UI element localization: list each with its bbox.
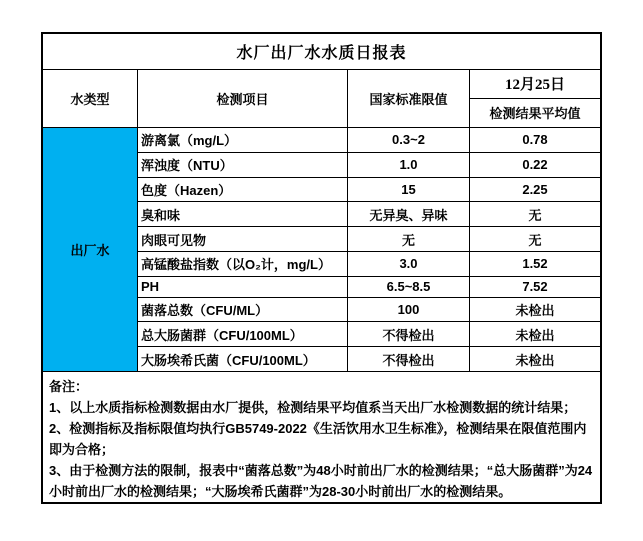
table-row: [138, 277, 600, 298]
header-date: 12月25日: [470, 70, 600, 99]
table-header-row: [43, 70, 600, 128]
footnotes: [43, 372, 600, 502]
cell-standard: 6.5~8.5: [348, 277, 470, 297]
cell-test-item: 游离氯（mg/L）: [138, 128, 348, 152]
cell-standard: 不得检出: [348, 347, 470, 371]
table-row: [138, 298, 600, 323]
cell-test-item: 总大肠菌群（CFU/100ML）: [138, 322, 348, 346]
table-row: [138, 252, 600, 277]
cell-standard: 100: [348, 298, 470, 322]
table-row: [138, 322, 600, 347]
table-row: [138, 128, 600, 153]
cell-result: 未检出: [515, 352, 555, 368]
header-date-result-group: [470, 70, 600, 127]
cell-test-item: 菌落总数（CFU/ML）: [138, 298, 348, 322]
cell-result: 7.52: [522, 279, 548, 295]
table-row: [138, 227, 600, 252]
cell-standard: 15: [348, 178, 470, 202]
cell-result: 2.25: [522, 181, 548, 197]
table-row: [138, 202, 600, 227]
cell-result: 无: [528, 232, 542, 248]
report-title: 水厂出厂水水质日报表: [43, 34, 600, 70]
cell-standard: 不得检出: [348, 322, 470, 346]
cell-test-item: 高锰酸盐指数（以O₂计，mg/L）: [138, 252, 348, 276]
cell-result: 未检出: [515, 327, 555, 343]
water-type-cell: 出厂水: [43, 128, 138, 371]
table-row: [138, 153, 600, 178]
cell-test-item: 肉眼可见物: [138, 227, 348, 251]
footnotes-label: 备注：: [49, 379, 89, 394]
cell-standard: 1.0: [348, 153, 470, 177]
cell-standard: 无异臭、异味: [348, 202, 470, 226]
water-quality-report-table: [41, 32, 602, 504]
cell-result: 0.78: [522, 132, 548, 148]
cell-standard: 0.3~2: [348, 128, 470, 152]
cell-result: 0.22: [522, 157, 548, 173]
cell-result: 未检出: [515, 302, 555, 318]
header-water-type: 水类型: [43, 70, 138, 127]
table-row: [138, 347, 600, 371]
cell-result: 1.52: [522, 256, 548, 272]
cell-test-item: 臭和味: [138, 202, 348, 226]
cell-test-item: 浑浊度（NTU）: [138, 153, 348, 177]
header-test-item: 检测项目: [138, 70, 348, 127]
footnote-2: 2、检测指标及指标限值均执行GB5749-2022《生活饮用水卫生标准》，检测结果在限值范围内即为合格；: [49, 421, 587, 457]
table-row: [138, 178, 600, 203]
header-average-result: 检测结果平均值: [489, 106, 581, 122]
footnote-1: 1、以上水质指标检测数据由水厂提供，检测结果平均值系当天出厂水检测数据的统计结果；: [49, 400, 577, 415]
cell-test-item: PH: [138, 277, 348, 297]
data-rows: [138, 128, 600, 371]
cell-standard: 3.0: [348, 252, 470, 276]
cell-result: 无: [528, 207, 542, 223]
header-national-standard: 国家标准限值: [348, 70, 470, 127]
cell-test-item: 色度（Hazen）: [138, 178, 348, 202]
cell-standard: 无: [348, 227, 470, 251]
cell-test-item: 大肠埃希氏菌（CFU/100ML）: [138, 347, 348, 371]
footnote-3: 3、由于检测方法的限制，报表中“菌落总数”为48小时前出厂水的检测结果；“总大肠菌群”为24小时前出厂水的检测结果；“大肠埃希氏菌群”为28-30小时前出厂水的检测结果。: [49, 463, 593, 499]
table-body: [43, 128, 600, 372]
